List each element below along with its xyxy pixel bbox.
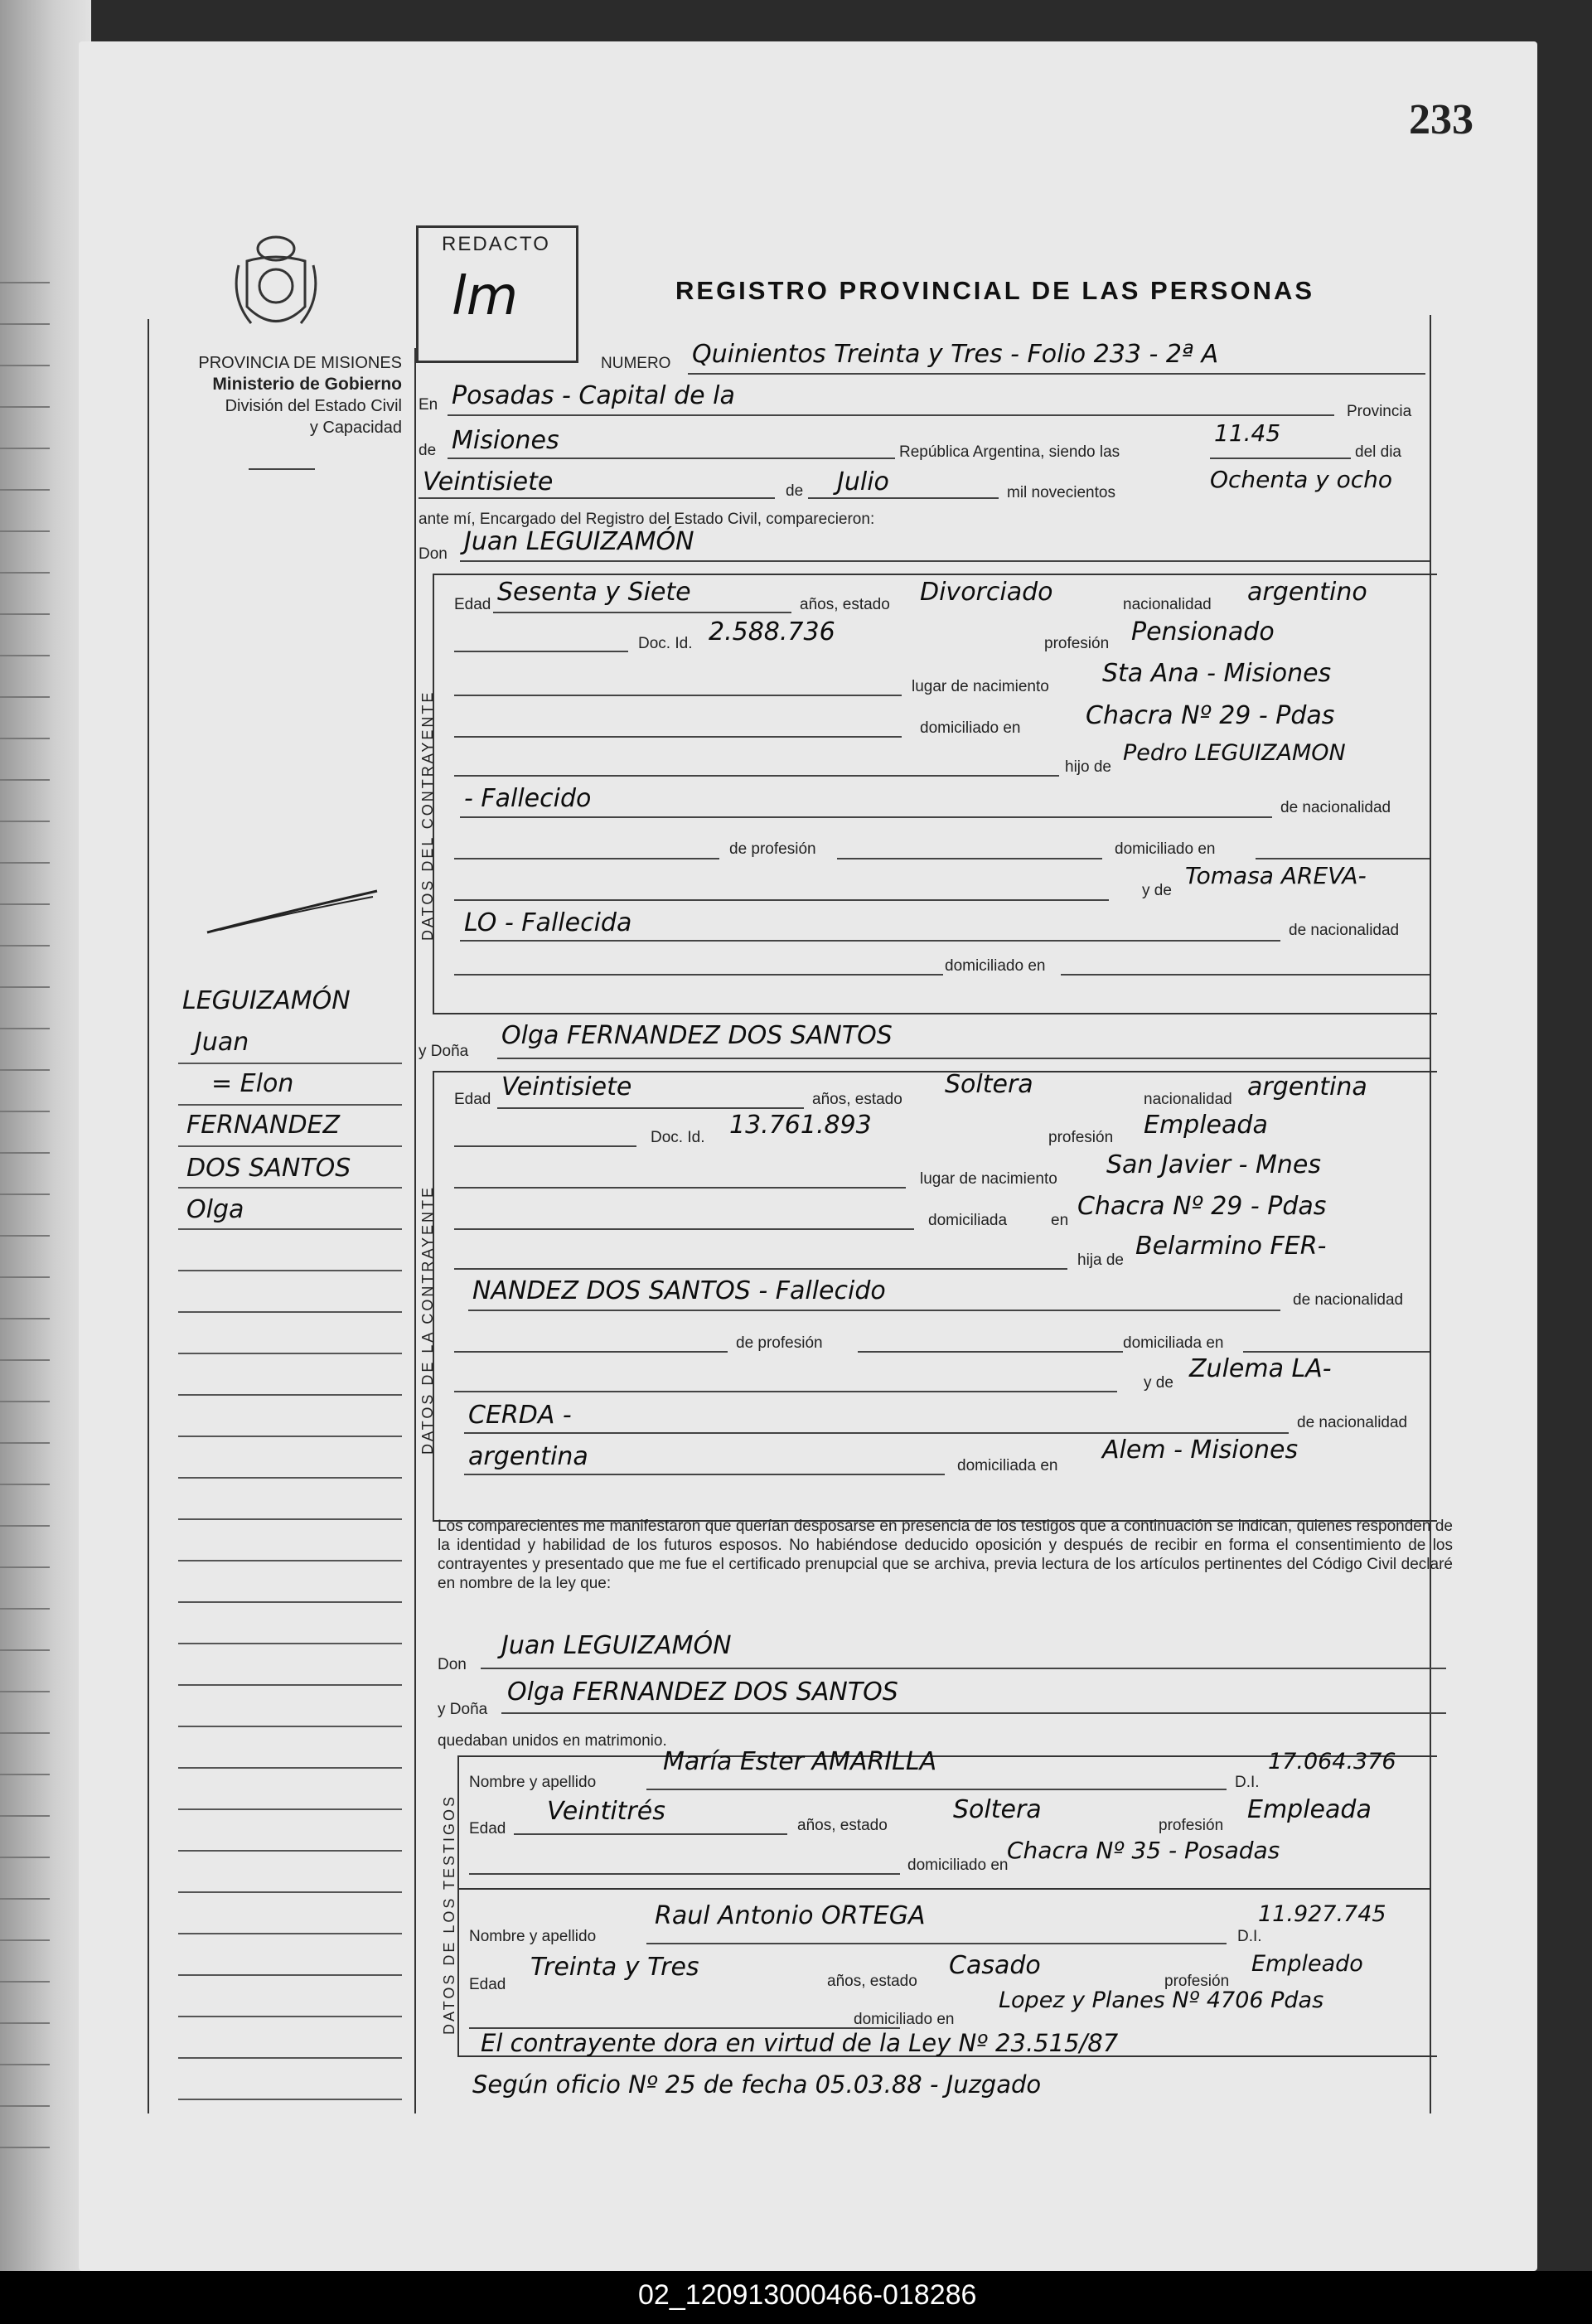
contrayenta-padre-cont: NANDEZ DOS SANTOS - Fallecido: [472, 1276, 886, 1305]
margin-strike-mark: [203, 887, 385, 937]
contrayente-nacionalidad: argentino: [1247, 578, 1367, 607]
de-value: Misiones: [452, 426, 559, 455]
t2-anos-label: años, estado: [827, 1973, 917, 1990]
domic4-label: domiciliada: [928, 1212, 1008, 1229]
t1-nombre-label: Nombre y apellido: [469, 1774, 597, 1791]
decl-closing: quedaban unidos en matrimonio.: [438, 1732, 667, 1750]
decl-dona-name: Olga FERNANDEZ DOS SANTOS: [507, 1678, 898, 1707]
contrayenta-doc: 13.761.893: [729, 1111, 872, 1140]
contrayenta-section-label: DATOS DE LA CONTRAYENTE: [419, 1184, 436, 1455]
margin-column-border: [148, 319, 149, 2113]
facing-page: [0, 0, 91, 2324]
t2-di: 11.927.745: [1258, 1901, 1386, 1927]
t1-domic-label: domiciliado en: [907, 1857, 1009, 1874]
stamp-signature: lm: [452, 266, 519, 327]
doc2-label: Doc. Id.: [651, 1129, 705, 1146]
contrayente-madre: Tomasa AREVA-: [1185, 862, 1367, 889]
de-prof2-label: de profesión: [736, 1334, 823, 1352]
t1-edad: Veintitrés: [547, 1797, 665, 1826]
margin-dos-santos: DOS SANTOS: [186, 1154, 351, 1183]
contrayente-profesion: Pensionado: [1131, 617, 1275, 646]
contrayenta-madre-nac: argentina: [468, 1442, 588, 1471]
note-line2: Según oficio Nº 25 de fecha 05.03.88 - Juzgado: [472, 2070, 1042, 2099]
contrayenta-profesion: Empleada: [1144, 1111, 1268, 1140]
contrayente-name: Juan LEGUIZAMÓN: [464, 527, 694, 556]
lugar-label: lugar de nacimiento: [912, 678, 1049, 695]
t2-edad: Treinta y Tres: [530, 1953, 699, 1982]
numero-label: NUMERO: [601, 355, 671, 372]
dia-value: Veintisiete: [423, 467, 554, 496]
en-value: Posadas - Capital de la: [452, 381, 735, 410]
agency-ministry: Ministerio de Gobierno: [212, 375, 402, 394]
stamp-label: REDACTO: [442, 233, 550, 255]
margin-surname: LEGUIZAMÓN: [182, 986, 351, 1015]
provincia-label: Provincia: [1347, 403, 1412, 420]
contrayenta-name: Olga FERNANDEZ DOS SANTOS: [501, 1021, 893, 1050]
t2-prof-label: profesión: [1164, 1973, 1230, 1990]
hijo-label: hijo de: [1065, 758, 1111, 776]
domic6-label: domiciliada en: [957, 1457, 1058, 1474]
agency-division: División del Estado Civil: [225, 397, 402, 415]
en-label: En: [419, 396, 438, 414]
margin-elon: = Elon: [211, 1069, 294, 1098]
domic-label: domiciliado en: [920, 719, 1021, 737]
numero-value: Quinientos Treinta y Tres - Folio 233 - 2ª A: [692, 340, 1219, 369]
contrayente-section-label: DATOS DEL CONTRAYENTE: [419, 690, 436, 941]
document-title: REGISTRO PROVINCIAL DE LAS PERSONAS: [675, 276, 1315, 305]
mes-value: Julio: [837, 467, 889, 496]
y-de2-label: y de: [1144, 1374, 1173, 1392]
t1-nombre: María Ester AMARILLA: [663, 1747, 937, 1776]
de-nac3-label: de nacionalidad: [1293, 1291, 1404, 1309]
de-nac4-label: de nacionalidad: [1297, 1414, 1408, 1431]
margin-fernandez: FERNANDEZ: [186, 1111, 341, 1140]
domic3-label: domiciliado en: [945, 957, 1046, 975]
declaration-text: Los comparecientes me manifestaron que querían desposarse en presencia de los testigos que a continuación se indican, quienes responden de la identidad y habilidad de los futuros esposos. No habiéndose deducido oposición y después de recibir en forma el consentimiento de los contrayentes y presentado que me fue el certificado prenupcial que se archiva, previa lectura de los artículos pertinentes del Código Civil declaré en nombre de la ley que:: [438, 1518, 1453, 1592]
t2-profesion: Empleado: [1251, 1951, 1363, 1977]
decl-don-label: Don: [438, 1656, 467, 1673]
contrayente-domicilio: Chacra Nº 29 - Pdas: [1086, 701, 1335, 730]
t1-di-label: D.I.: [1235, 1774, 1260, 1791]
t1-domicilio: Chacra Nº 35 - Posadas: [1007, 1837, 1280, 1864]
contrayenta-madre: Zulema LA-: [1189, 1354, 1332, 1383]
de2-label: de: [786, 482, 804, 500]
anos2-label: años, estado: [812, 1091, 902, 1108]
t1-estado: Soltera: [953, 1795, 1042, 1824]
en2-label: en: [1051, 1212, 1069, 1229]
testigos-divider: [457, 1888, 1431, 1890]
domic2-label: domiciliado en: [1115, 840, 1216, 858]
contrayenta-madre-cont: CERDA -: [468, 1401, 572, 1430]
decl-don-name: Juan LEGUIZAMÓN: [501, 1631, 732, 1660]
contrayente-padre: Pedro LEGUIZAMON: [1123, 740, 1346, 766]
anos-label: años, estado: [800, 596, 890, 613]
note-line1: El contrayente dora en virtud de la Ley Nº 23.515/87: [481, 2029, 1119, 2057]
doc-label: Doc. Id.: [638, 635, 693, 652]
margin-juan: Juan: [195, 1028, 249, 1057]
t1-anos-label: años, estado: [797, 1817, 888, 1834]
hora-value: 11.45: [1214, 419, 1281, 447]
t2-estado: Casado: [949, 1951, 1041, 1980]
dona-label: y Doña: [419, 1043, 469, 1060]
ante-label: ante mí, Encargado del Registro del Estado Civil, comparecieron:: [419, 511, 875, 528]
y-de-label: y de: [1142, 882, 1172, 899]
decl-dona-label: y Doña: [438, 1701, 488, 1718]
contrayente-doc: 2.588.736: [709, 617, 835, 646]
page-number: 233: [1409, 96, 1473, 143]
t2-nombre-label: Nombre y apellido: [469, 1928, 597, 1945]
mil-label: mil novecientos: [1007, 484, 1115, 501]
hija-label: hija de: [1077, 1252, 1124, 1269]
edad-label: Edad: [454, 596, 491, 613]
del-dia-label: del dia: [1355, 443, 1401, 461]
agency-division-cont: y Capacidad: [309, 419, 402, 437]
t2-domic-label: domiciliado en: [854, 2011, 955, 2028]
de-nac-label: de nacionalidad: [1280, 799, 1391, 816]
nac-label: nacionalidad: [1123, 596, 1212, 613]
contrayente-padre-cont: - Fallecido: [464, 784, 592, 813]
contrayenta-estado: Soltera: [945, 1070, 1033, 1099]
contrayenta-edad: Veintisiete: [501, 1072, 632, 1101]
contrayente-edad: Sesenta y Siete: [497, 578, 691, 607]
t1-edad-label: Edad: [469, 1820, 506, 1837]
t2-nombre: Raul Antonio ORTEGA: [655, 1901, 926, 1930]
contrayente-lugar: Sta Ana - Misiones: [1102, 659, 1332, 688]
contrayente-madre-cont: LO - Fallecida: [464, 908, 632, 937]
de-prof-label: de profesión: [729, 840, 816, 858]
de-label: de: [419, 442, 437, 459]
contrayenta-lugar: San Javier - Mnes: [1106, 1150, 1321, 1179]
prof2-label: profesión: [1048, 1129, 1114, 1146]
anio-value: Ochenta y ocho: [1210, 466, 1393, 493]
don-label: Don: [419, 545, 448, 563]
t1-di: 17.064.376: [1268, 1749, 1396, 1774]
agency-rule: [249, 468, 315, 470]
nac2-label: nacionalidad: [1144, 1091, 1232, 1108]
contrayenta-padre: Belarmino FER-: [1135, 1232, 1327, 1261]
domic5-label: domiciliada en: [1123, 1334, 1224, 1352]
t1-profesion: Empleada: [1247, 1795, 1372, 1824]
t2-domicilio: Lopez y Planes Nº 4706 Pdas: [999, 1988, 1324, 2013]
scan-id: 02_120913000466-018286: [638, 2279, 977, 2311]
contrayenta-nacionalidad: argentina: [1247, 1072, 1367, 1101]
de-nac2-label: de nacionalidad: [1289, 922, 1400, 939]
agency-block: [153, 352, 402, 438]
form-left-border: [414, 348, 416, 2113]
contrayenta-madre-domicilio: Alem - Misiones: [1102, 1436, 1299, 1465]
edad2-label: Edad: [454, 1091, 491, 1108]
redacto-stamp: [416, 225, 578, 363]
contrayenta-domicilio: Chacra Nº 29 - Pdas: [1077, 1192, 1327, 1221]
t1-prof-label: profesión: [1159, 1817, 1224, 1834]
t2-edad-label: Edad: [469, 1976, 506, 1993]
scan-footer: [0, 2271, 1592, 2324]
t2-di-label: D.I.: [1237, 1928, 1262, 1945]
provincial-crest-icon: [230, 232, 322, 340]
contrayente-estado: Divorciado: [920, 578, 1053, 607]
republica-label: República Argentina, siendo las: [899, 443, 1120, 461]
agency-province: PROVINCIA DE MISIONES: [198, 354, 402, 372]
testigos-section-label: DATOS DE LOS TESTIGOS: [441, 1794, 457, 2035]
lugar2-label: lugar de nacimiento: [920, 1170, 1057, 1188]
margin-olga: Olga: [186, 1195, 244, 1224]
prof-label: profesión: [1044, 635, 1110, 652]
